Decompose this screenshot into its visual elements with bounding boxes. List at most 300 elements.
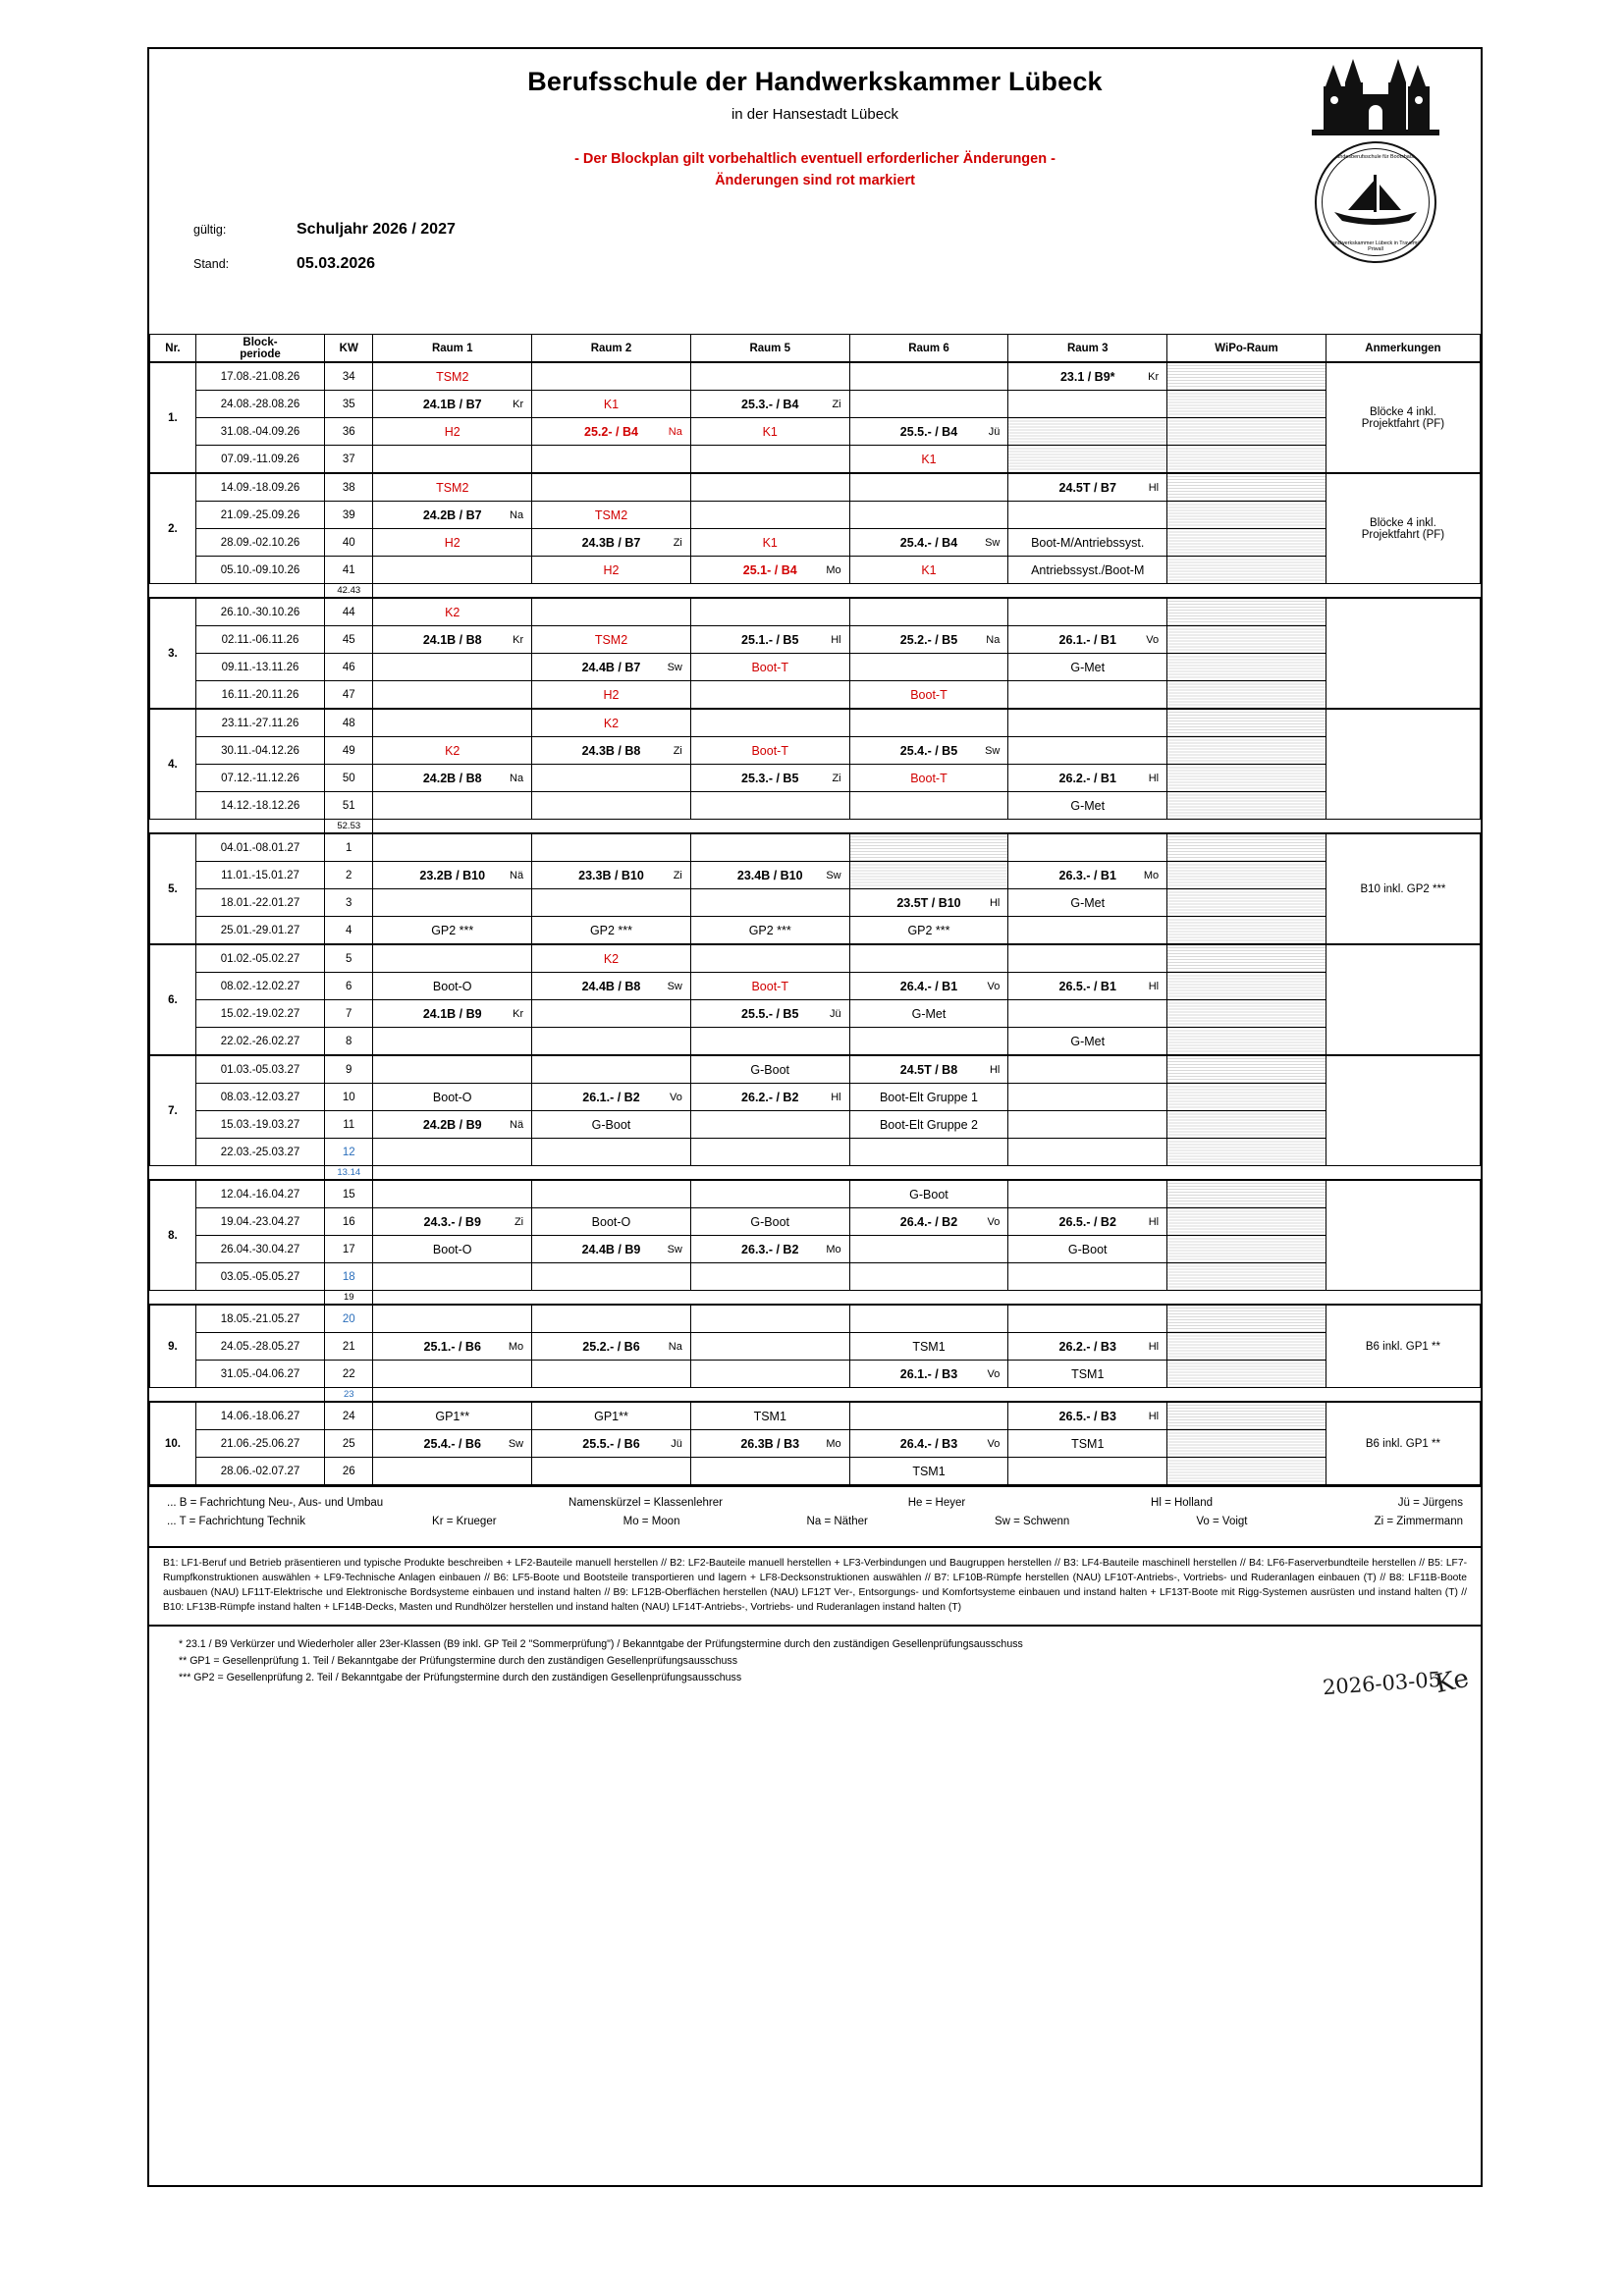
schedule-cell: [532, 765, 691, 792]
col-wipo: WiPo-Raum: [1167, 335, 1326, 363]
calendar-week: 38: [325, 473, 373, 502]
cell-text: Boot-M/Antriebssyst.: [1031, 535, 1145, 550]
table-row: [150, 557, 1481, 584]
schedule-cell: [690, 654, 849, 681]
schedule-cell: [690, 973, 849, 1000]
cell-text: 24.1B / B9: [422, 1006, 482, 1021]
schedule-cell: [1167, 1305, 1326, 1333]
schedule-cell: [1167, 654, 1326, 681]
holiday-week-row: [150, 1166, 1481, 1181]
teacher-abbrev: Zi: [673, 869, 682, 881]
schedule-cell: [373, 1111, 532, 1139]
spacer: [373, 1166, 532, 1181]
table-row: [150, 529, 1481, 557]
schedule-cell: [532, 1139, 691, 1166]
schedule-cell: [690, 598, 849, 626]
table-row: [150, 1028, 1481, 1056]
spacer: [849, 820, 1008, 834]
teacher-abbrev: Hl: [1148, 980, 1160, 992]
luebeck-holstentor-icon: [1292, 57, 1459, 135]
schedule-cell: [849, 833, 1008, 862]
schedule-cell: [1008, 1208, 1167, 1236]
schedule-cell: [373, 626, 532, 654]
schedule-cell: [849, 1208, 1008, 1236]
calendar-week: 50: [325, 765, 373, 792]
cell-text: Boot-T: [910, 687, 947, 702]
schedule-cell: [532, 792, 691, 820]
schedule-cell: [373, 1458, 532, 1485]
cell-text: H2: [603, 562, 620, 577]
col-raum1: Raum 1: [373, 335, 532, 363]
calendar-week: 41: [325, 557, 373, 584]
schedule-cell: [532, 557, 691, 584]
schedule-cell: [532, 1402, 691, 1430]
calendar-week: 37: [325, 446, 373, 474]
spacer: [195, 1166, 324, 1181]
calendar-week: 10: [325, 1084, 373, 1111]
teacher-abbrev: Zi: [673, 744, 682, 757]
table-row: [150, 473, 1481, 502]
holiday-week-label: 23: [325, 1388, 373, 1403]
table-header-row: [150, 335, 1481, 363]
calendar-week: 47: [325, 681, 373, 710]
cell-text: G-Met: [911, 1006, 947, 1021]
schedule-cell: [690, 944, 849, 973]
teacher-abbrev: Na: [668, 425, 682, 438]
cell-text: GP2 ***: [907, 923, 950, 937]
schedule-cell: [690, 473, 849, 502]
table-row: [150, 1111, 1481, 1139]
cell-text: Boot-O: [432, 1090, 472, 1104]
cell-text: TSM1: [1071, 1436, 1105, 1451]
schedule-cell: [690, 1333, 849, 1361]
schedule-cell: [1008, 598, 1167, 626]
spacer: [1167, 1291, 1326, 1306]
block-period: 03.05.-05.05.27: [195, 1263, 324, 1291]
block-note: [1326, 473, 1480, 584]
schedule-cell: [373, 833, 532, 862]
table-body: [150, 362, 1481, 1485]
spacer: [1326, 1291, 1480, 1306]
schedule-cell: [690, 1305, 849, 1333]
table-row: [150, 737, 1481, 765]
block-note-line: Projektfahrt (PF): [1361, 417, 1445, 430]
schedule-cell: [690, 917, 849, 945]
schedule-cell: [1167, 1208, 1326, 1236]
calendar-week: 6: [325, 973, 373, 1000]
block-period: 11.01.-15.01.27: [195, 862, 324, 889]
calendar-week: 9: [325, 1055, 373, 1084]
learning-fields-text: B1: LF1-Beruf und Betrieb präsentieren und typische Produkte beschreiben + LF2-Bauteile manuell herstellen // B2: LF2-Bauteile manuell herstellen + LF3-Verbindungen und Baugruppen herstellen // B3: LF4-Bauteile maschinell herstellen // B4: LF6-Faserverbundteile herstellen // B5: LF7-Rumpfkonstruktionen auswählen + LF9-Technische Anlagen einbauen // B6: LF5-Boote und Bootsteile transportieren und lagern + LF8-Decksonstruktionen auswählen // B7: LF10B-Rümpfe herstellen (NAU) LF10T-Antriebs-, Vortriebs- und Ruderanlagen einbauen (T) // B8: LF11B-Boote ausbauen (NAU) LF11T-Elektrische und Elektronische Bordsysteme einbauen und instand halten // B9: LF12B-Oberflächen herstellen (NAU) LF12T Ver-, Entsorgungs- und Komfortsysteme einbauen und instand halten + LF13T-Boote mit Rigg-Systemen ausrüsten und instand halten (T) // B10: LF13B-Rümpfe instand halten + LF14B-Decks, Masten und Rundhölzer herstellen und instand halten (NAU) LF14T-Antriebs-, Vortriebs- und Ruderanlagen instand halten (T): [149, 1546, 1481, 1625]
schedule-cell: [1008, 529, 1167, 557]
schedule-cell: [1008, 1333, 1167, 1361]
spacer: [1326, 584, 1480, 599]
cell-text: 24.3B / B8: [581, 743, 641, 758]
cell-text: 25.4.- / B4: [899, 535, 958, 550]
meta-valid-value: Schuljahr 2026 / 2027: [297, 221, 456, 238]
schedule-cell: [690, 362, 849, 391]
calendar-week: 24: [325, 1402, 373, 1430]
teacher-abbrev: Kr: [513, 1007, 524, 1020]
schedule-cell: [532, 1236, 691, 1263]
change-notice-line1: - Der Blockplan gilt vorbehaltlich eventuell erforderlicher Änderungen -: [574, 151, 1056, 167]
schedule-cell: [690, 626, 849, 654]
schedule-cell: [532, 737, 691, 765]
schedule-cell: [849, 1111, 1008, 1139]
block-period: 07.12.-11.12.26: [195, 765, 324, 792]
schedule-cell: [1008, 1458, 1167, 1485]
col-raum3: Raum 3: [1008, 335, 1167, 363]
teacher-abbrev: Kr: [513, 633, 524, 646]
schedule-cell: [1167, 362, 1326, 391]
schedule-cell: [1167, 1028, 1326, 1056]
spacer: [150, 584, 196, 599]
cell-text: 25.1- / B4: [742, 562, 797, 577]
calendar-week: 15: [325, 1180, 373, 1208]
schedule-cell: [1008, 1084, 1167, 1111]
cell-text: 25.2.- / B5: [899, 632, 958, 647]
block-period: 21.09.-25.09.26: [195, 502, 324, 529]
cell-text: 26.5.- / B2: [1058, 1214, 1116, 1229]
schedule-cell: [849, 889, 1008, 917]
spacer: [373, 1388, 532, 1403]
calendar-week: 3: [325, 889, 373, 917]
calendar-week: 49: [325, 737, 373, 765]
holiday-week-label: 13.14: [325, 1166, 373, 1181]
cell-text: TSM1: [753, 1409, 786, 1423]
cell-text: GP2 ***: [748, 923, 791, 937]
schedule-cell: [1008, 944, 1167, 973]
block-period: 12.04.-16.04.27: [195, 1180, 324, 1208]
meta-stand: [193, 255, 456, 273]
table-row: [150, 709, 1481, 737]
cell-text: Boot-O: [432, 979, 472, 993]
calendar-week: 16: [325, 1208, 373, 1236]
calendar-week: 1: [325, 833, 373, 862]
schedule-cell: [849, 737, 1008, 765]
spacer: [1008, 820, 1167, 834]
block-period: 02.11.-06.11.26: [195, 626, 324, 654]
calendar-week: 2: [325, 862, 373, 889]
schedule-cell: [690, 1361, 849, 1388]
spacer: [690, 1166, 849, 1181]
schedule-cell: [849, 446, 1008, 474]
block-period: 24.05.-28.05.27: [195, 1333, 324, 1361]
schedule-cell: [849, 709, 1008, 737]
cell-text: G-Boot: [909, 1187, 948, 1201]
schedule-cell: [1167, 944, 1326, 973]
spacer: [1008, 1166, 1167, 1181]
schedule-cell: [373, 502, 532, 529]
spacer: [1167, 1166, 1326, 1181]
spacer: [532, 1388, 691, 1403]
cell-text: Boot-Elt Gruppe 1: [879, 1090, 979, 1104]
teacher-abbrev: Vo: [1146, 633, 1160, 646]
table-row: [150, 1055, 1481, 1084]
teacher-abbrev: Jü: [671, 1437, 682, 1450]
schedule-cell: [532, 1333, 691, 1361]
cell-text: 25.4.- / B5: [899, 743, 958, 758]
cell-text: G-Met: [1070, 1034, 1106, 1048]
calendar-week: 48: [325, 709, 373, 737]
schedule-cell: [532, 1263, 691, 1291]
teacher-abbrev: Na: [986, 633, 1001, 646]
cell-text: GP2 ***: [589, 923, 633, 937]
cell-text: 26.3.- / B1: [1058, 868, 1116, 882]
schedule-cell: [690, 529, 849, 557]
block-period: 15.02.-19.02.27: [195, 1000, 324, 1028]
schedule-cell: [532, 709, 691, 737]
col-kw: KW: [325, 335, 373, 363]
spacer: [373, 820, 532, 834]
schedule-cell: [1008, 626, 1167, 654]
block-number: 2.: [150, 473, 196, 584]
block-period: 28.06.-02.07.27: [195, 1458, 324, 1485]
teacher-abbrev: Mo: [826, 1437, 841, 1450]
teacher-abbrev: Vo: [670, 1091, 682, 1103]
schedule-cell: [849, 502, 1008, 529]
spacer: [195, 584, 324, 599]
footnotes: [149, 1625, 1481, 1709]
cell-text: TSM1: [912, 1464, 946, 1478]
schedule-cell: [532, 1000, 691, 1028]
block-period: 21.06.-25.06.27: [195, 1430, 324, 1458]
calendar-week: 7: [325, 1000, 373, 1028]
schedule-cell: [373, 862, 532, 889]
schedule-cell: [849, 529, 1008, 557]
table-row: [150, 944, 1481, 973]
schedule-cell: [532, 1111, 691, 1139]
spacer: [690, 820, 849, 834]
spacer: [195, 1388, 324, 1403]
table-row: [150, 681, 1481, 710]
spacer: [849, 1291, 1008, 1306]
teacher-abbrev: Mo: [508, 1340, 524, 1353]
schedule-cell: [690, 557, 849, 584]
legend-item: Hl = Holland: [1151, 1497, 1213, 1509]
spacer: [1008, 1388, 1167, 1403]
schedule-cell: [1167, 862, 1326, 889]
schedule-cell: [849, 973, 1008, 1000]
table-row: [150, 1430, 1481, 1458]
teacher-abbrev: Hl: [989, 1063, 1001, 1076]
cell-text: G-Boot: [591, 1117, 631, 1132]
block-period: 25.01.-29.01.27: [195, 917, 324, 945]
cell-text: 25.3.- / B5: [741, 771, 799, 785]
schedule-cell: [373, 973, 532, 1000]
schedule-cell: [373, 1430, 532, 1458]
schedule-cell: [373, 391, 532, 418]
schedule-cell: [1008, 765, 1167, 792]
schedule-cell: [690, 418, 849, 446]
cell-text: 25.1.- / B5: [741, 632, 799, 647]
table-row: [150, 1361, 1481, 1388]
schedule-cell: [690, 1180, 849, 1208]
cell-text: Boot-T: [751, 979, 788, 993]
calendar-week: 26: [325, 1458, 373, 1485]
teacher-abbrev: Sw: [985, 744, 1001, 757]
calendar-week: 11: [325, 1111, 373, 1139]
schedule-cell: [1167, 917, 1326, 945]
cell-text: K1: [762, 535, 778, 550]
block-period: 18.01.-22.01.27: [195, 889, 324, 917]
cell-text: 24.5T / B7: [1058, 480, 1116, 495]
schedule-cell: [690, 681, 849, 710]
spacer: [849, 1388, 1008, 1403]
schedule-cell: [532, 598, 691, 626]
cell-text: 25.5.- / B6: [582, 1436, 640, 1451]
schedule-cell: [532, 626, 691, 654]
cell-text: H2: [444, 424, 460, 439]
schedule-cell: [849, 862, 1008, 889]
cell-text: 26.4.- / B2: [899, 1214, 958, 1229]
schedule-cell: [1008, 557, 1167, 584]
teacher-abbrev: Zi: [514, 1215, 524, 1228]
footnote-1: * 23.1 / B9 Verkürzer und Wiederholer aller 23er-Klassen (B9 inkl. GP Teil 2 "Sommerprüfung") / Bekanntgabe der Prüfungstermine durch den zuständigen Gesellenprüfungsausschuss: [179, 1637, 1023, 1650]
spacer: [1008, 1291, 1167, 1306]
cell-text: H2: [444, 535, 460, 550]
cell-text: 26.4.- / B1: [899, 979, 958, 993]
schedule-cell: [690, 1458, 849, 1485]
cell-text: K2: [445, 743, 460, 758]
col-period-l2: periode: [240, 347, 281, 360]
teacher-abbrev: Hl: [1148, 481, 1160, 494]
table-row: [150, 362, 1481, 391]
schedule-cell: [1008, 418, 1167, 446]
legend-item: Mo = Moon: [623, 1516, 680, 1527]
cell-text: TSM2: [436, 369, 469, 384]
schedule-cell: [1167, 529, 1326, 557]
schedule-cell: [690, 446, 849, 474]
schedule-cell: [1008, 1139, 1167, 1166]
schedule-cell: [1167, 473, 1326, 502]
block-note: [1326, 709, 1480, 820]
block-period: 08.03.-12.03.27: [195, 1084, 324, 1111]
holiday-week-row: [150, 584, 1481, 599]
cell-text: 24.4B / B8: [581, 979, 641, 993]
legend-line-1: [167, 1497, 1463, 1509]
table-row: [150, 1402, 1481, 1430]
schedule-cell: [1167, 626, 1326, 654]
schedule-cell: [1008, 502, 1167, 529]
schedule-cell: [849, 473, 1008, 502]
schedule-cell: [1008, 709, 1167, 737]
schedule-cell: [1008, 446, 1167, 474]
schedule-cell: [532, 391, 691, 418]
schedule-cell: [532, 681, 691, 710]
col-raum5: Raum 5: [690, 335, 849, 363]
block-period: 08.02.-12.02.27: [195, 973, 324, 1000]
block-period: 04.01.-08.01.27: [195, 833, 324, 862]
spacer: [373, 584, 532, 599]
cell-text: 26.1.- / B2: [582, 1090, 640, 1104]
teacher-abbrev: Kr: [513, 398, 524, 410]
legend-item: Vo = Voigt: [1196, 1516, 1248, 1527]
calendar-week: 34: [325, 362, 373, 391]
block-period: 14.06.-18.06.27: [195, 1402, 324, 1430]
block-number: 6.: [150, 944, 196, 1055]
teacher-abbrev: Na: [510, 772, 524, 784]
cell-text: 24.1B / B8: [422, 632, 482, 647]
teacher-abbrev: Nä: [510, 1118, 524, 1131]
schedule-cell: [373, 1028, 532, 1056]
table-row: [150, 1180, 1481, 1208]
col-notes: Anmerkungen: [1326, 335, 1480, 363]
cell-text: 26.1.- / B3: [899, 1366, 958, 1381]
cell-text: 25.3.- / B4: [741, 397, 799, 411]
schedule-cell: [1008, 1055, 1167, 1084]
cell-text: Boot-T: [751, 660, 788, 674]
schedule-cell: [1167, 1055, 1326, 1084]
schedule-cell: [1008, 654, 1167, 681]
schedule-cell: [1167, 737, 1326, 765]
schedule-cell: [690, 1139, 849, 1166]
block-period: 18.05.-21.05.27: [195, 1305, 324, 1333]
spacer: [690, 1291, 849, 1306]
schedule-cell: [532, 418, 691, 446]
cell-text: 25.2.- / B6: [582, 1339, 640, 1354]
block-number: 3.: [150, 598, 196, 709]
cell-text: K1: [921, 562, 937, 577]
schedule-cell: [532, 1361, 691, 1388]
block-number: 1.: [150, 362, 196, 473]
spacer: [1167, 820, 1326, 834]
col-raum2: Raum 2: [532, 335, 691, 363]
teacher-abbrev: Mo: [1143, 869, 1160, 881]
schedule-cell: [690, 391, 849, 418]
schedule-cell: [373, 1402, 532, 1430]
cell-text: H2: [603, 687, 620, 702]
spacer: [690, 1388, 849, 1403]
calendar-week: 39: [325, 502, 373, 529]
schedule-cell: [849, 1402, 1008, 1430]
col-raum6: Raum 6: [849, 335, 1008, 363]
schedule-cell: [1008, 862, 1167, 889]
schedule-cell: [1008, 362, 1167, 391]
block-number: 5.: [150, 833, 196, 944]
cell-text: Boot-O: [432, 1242, 472, 1256]
footnote-2: ** GP1 = Gesellenprüfung 1. Teil / Bekanntgabe der Prüfungstermine durch den zuständigen Gesellenprüfungsausschuss: [179, 1654, 737, 1667]
spacer: [1167, 1388, 1326, 1403]
block-note: [1326, 362, 1480, 473]
schedule-cell: [1167, 765, 1326, 792]
schedule-cell: [373, 1305, 532, 1333]
cell-text: Boot-T: [910, 771, 947, 785]
table-row: [150, 833, 1481, 862]
cell-text: 23.2B / B10: [419, 868, 486, 882]
cell-text: 25.4.- / B6: [423, 1436, 481, 1451]
calendar-week: 22: [325, 1361, 373, 1388]
cell-text: TSM2: [594, 632, 628, 647]
schedule-cell: [532, 1208, 691, 1236]
legend-item: Jü = Jürgens: [1397, 1497, 1463, 1509]
schedule-cell: [532, 1028, 691, 1056]
table-row: [150, 1458, 1481, 1485]
block-period: 05.10.-09.10.26: [195, 557, 324, 584]
spacer: [195, 1291, 324, 1306]
holiday-week-label: 42.43: [325, 584, 373, 599]
teacher-abbrev: Hl: [1148, 1410, 1160, 1422]
schedule-cell: [849, 598, 1008, 626]
legend-item: Kr = Krueger: [432, 1516, 497, 1527]
cell-text: 24.5T / B8: [899, 1062, 958, 1077]
cell-text: TSM2: [594, 507, 628, 522]
cell-text: 23.5T / B10: [896, 895, 961, 910]
calendar-week: 46: [325, 654, 373, 681]
holiday-week-row: [150, 1291, 1481, 1306]
schedule-cell: [373, 765, 532, 792]
cell-text: 24.2B / B8: [422, 771, 482, 785]
